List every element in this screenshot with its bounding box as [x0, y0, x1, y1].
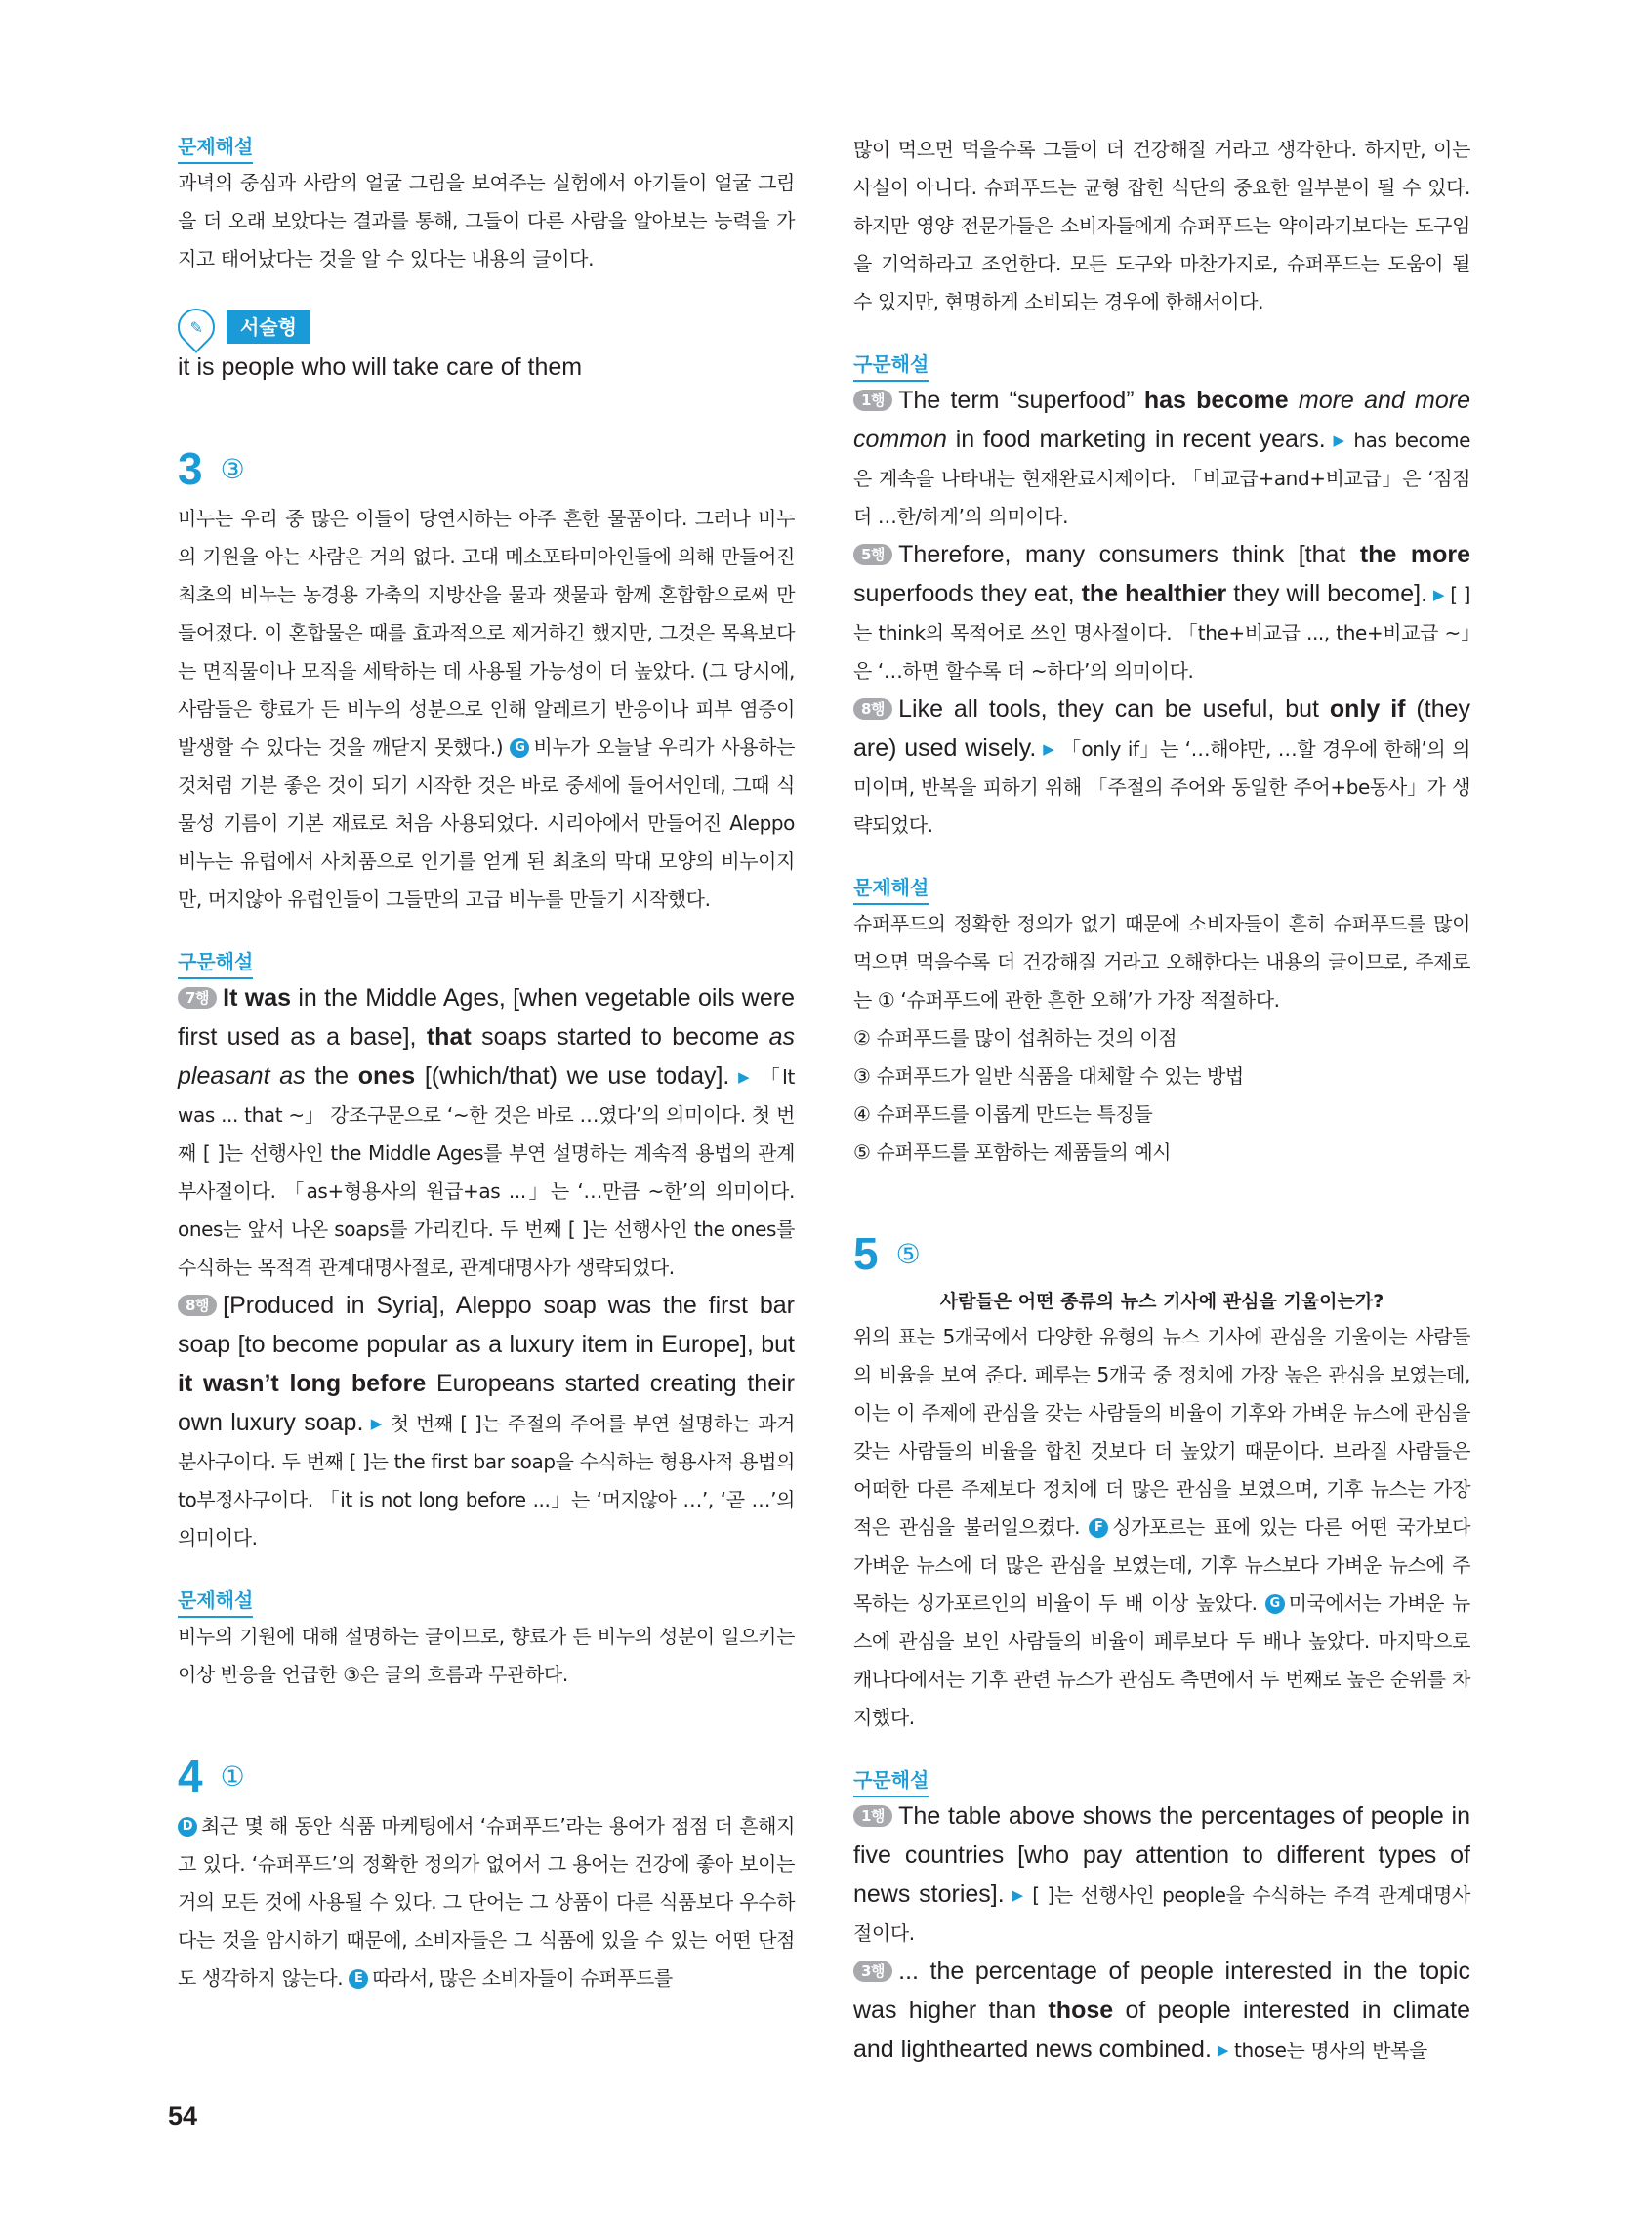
- en-text: in the Middle Ages, [when vegetable oils were first used as a base],: [178, 984, 795, 1051]
- line-badge: 7행: [178, 987, 217, 1009]
- arrow-icon: ▶: [1433, 586, 1445, 603]
- marker-g: G: [510, 738, 529, 758]
- arrow-icon: ▶: [1043, 740, 1055, 758]
- line-badge: 8행: [853, 698, 892, 720]
- question-3-header: [178, 437, 795, 500]
- q5-translation-part-3: 미국에서는 가벼운 뉴스에 관심을 보인 사람들의 비율이 페루보다 두 배나 높았다. 마지막으로 캐나다에서는 기후 관련 뉴스가 관심도 측면에서 두 번째로 높은 순위를 차지했다.: [853, 1591, 1470, 1729]
- en-bold: the healthier: [1081, 580, 1227, 607]
- question-answer: ⑤: [895, 1237, 921, 1270]
- en-text: soaps started to become: [471, 1023, 769, 1051]
- q3-translation-part-2: 비누가 오늘날 우리가 사용하는 것처럼 기분 좋은 것이 되기 시작한 것은 바로 중세에 들어서인데, 그때 식물성 기름이 기본 재료로 처음 사용되었다. 시리아에서 만들어진 Aleppo 비누는 유럽에서 사치품으로 인기를 얻게 된 최초의 막대 모양의 비누이지만, 머지않아 유럽인들이 그들만의 고급 비누를 만들기 시작했다.: [178, 735, 795, 911]
- essay-header: [178, 306, 795, 349]
- q4-translation-part-2: 따라서, 많은 소비자들이 슈퍼푸드를: [372, 1966, 673, 1990]
- left-column: [178, 131, 795, 1998]
- en-bold: It was: [223, 984, 292, 1011]
- question-5-header: [853, 1222, 1470, 1285]
- en-text: Europeans started creating their own luxury soap.: [178, 1370, 795, 1436]
- en-italic: more and more common: [853, 387, 1470, 453]
- essay-tag: 서술형: [227, 310, 310, 344]
- grammar-explanation: those는 명사의 반복을: [1234, 2039, 1427, 2062]
- grammar-explanation: 첫 번째 [ ]는 주절의 주어를 부연 설명하는 과거분사구이다. 두 번째 [ ]는 the first bar soap을 수식하는 형용사적 용법의 to부정사구이다. 「it is not long before ...」는 ‘머지않아 …’, ‘곧 …’의 의미이다.: [178, 1412, 795, 1549]
- q4-translation-part-1: 최근 몇 해 동안 식품 마케팅에서 ‘슈퍼푸드’라는 용어가 점점 더 흔해지고 있다. ‘슈퍼푸드’의 정확한 정의가 없어서 그 용어는 건강에 좋아 보이는 거의 모든 것에 사용될 수 있다. 그 단어는 그 상품이 다른 식품보다 우수하다는 것을 암시하기 때문에, 소비자들은 그 식품에 있을 수 있는 어떤 단점도 생각하지 않는다.: [178, 1814, 795, 1990]
- grammar-explanation: 「It was ... that ~」 강조구문으로 ‘~한 것은 바로 …였다’의 의미이다. 첫 번째 [ ]는 선행사인 the Middle Ages를 부연 설명하는 계속적 용법의 관계부사절이다. 「as+형용사의 원급+as ...」는 ‘…만큼 ~한’의 의미이다. ones는 앞서 나온 soaps를 가리킨다. 두 번째 [ ]는 선행사인 the ones를 수식하는 목적격 관계대명사절로, 관계대명사가 생략되었다.: [178, 1065, 795, 1279]
- en-text: of people interested in climate and lighthearted news combined.: [853, 1997, 1470, 2063]
- grammar-explanation: [ ]는 think의 목적어로 쓰인 명사절이다. 「the+비교급 ..., the+비교급 ~」은 ‘…하면 할수록 더 ~하다’의 의미이다.: [853, 583, 1471, 682]
- grammar-explanation: 「only if」는 ‘…해야만, …할 경우에 한해’의 의미이며, 반복을 피하기 위해 「주절의 주어와 동일한 주어+be동사」가 생략되었다.: [853, 737, 1470, 837]
- q4-option-3: ③ 슈퍼푸드가 일반 식품을 대체할 수 있는 방법: [853, 1064, 1244, 1088]
- en-bold: the more: [1359, 541, 1470, 568]
- q2-solution-text: 과녁의 중심과 사람의 얼굴 그림을 보여주는 실험에서 아기들이 얼굴 그림을 더 오래 보았다는 결과를 통해, 그들이 다른 사람을 알아보는 능력을 가지고 태어났다는 것을 알 수 있다는 내용의 글이다.: [178, 171, 795, 270]
- arrow-icon: ▶: [738, 1068, 752, 1086]
- en-italic: as pleasant as: [178, 1023, 795, 1090]
- en-text: in food marketing in recent years.: [946, 426, 1326, 453]
- q4-grammar-1: [853, 382, 1470, 536]
- section-label-grammar: 구문해설: [853, 349, 929, 382]
- q3-translation: [178, 500, 795, 919]
- line-badge: 5행: [853, 544, 892, 565]
- question-number: 4: [178, 1751, 203, 1801]
- en-text: Therefore, many consumers think [that: [898, 541, 1360, 568]
- marker-e: E: [349, 1969, 368, 1989]
- en-bold: has become: [1143, 387, 1289, 414]
- q4-translation: [178, 1807, 795, 1998]
- arrow-icon: ▶: [1333, 432, 1346, 449]
- en-text: The table above shows the percentages of people in five countries [who pay attention to different types of news stories].: [853, 1802, 1470, 1908]
- en-text: [(which/that) we use today].: [415, 1062, 730, 1090]
- en-bold: it wasn’t long before: [178, 1370, 427, 1397]
- arrow-icon: ▶: [1012, 1886, 1025, 1904]
- essay-answer: it is people who will take care of them: [178, 353, 583, 381]
- en-text: superfoods they eat,: [853, 580, 1082, 607]
- question-number: 5: [853, 1228, 879, 1279]
- line-badge: 3행: [853, 1961, 892, 1982]
- en-bold: those: [1048, 1997, 1114, 2024]
- right-column: [853, 131, 1470, 2070]
- section-label-grammar: 구문해설: [178, 946, 253, 979]
- q4-grammar-2: [853, 536, 1470, 690]
- section-label-solution: 문제해설: [853, 872, 929, 905]
- q4-grammar-3: [853, 690, 1470, 845]
- arrow-icon: ▶: [370, 1415, 384, 1432]
- en-text: they will become].: [1226, 580, 1428, 607]
- section-label-solution: 문제해설: [178, 1585, 253, 1618]
- grammar-explanation: [ ]는 선행사인 people을 수식하는 주격 관계대명사절이다.: [853, 1883, 1470, 1945]
- marker-d: D: [178, 1817, 197, 1837]
- q3-grammar-1: [178, 979, 795, 1287]
- marker-g: G: [1265, 1594, 1285, 1614]
- marker-f: F: [1089, 1518, 1108, 1538]
- page-number: 54: [168, 2101, 198, 2130]
- en-text: [1289, 387, 1299, 414]
- en-text: the: [305, 1062, 358, 1090]
- line-badge: 1행: [853, 390, 892, 411]
- section-label-solution: 문제해설: [178, 131, 253, 164]
- question-4-header: [178, 1745, 795, 1807]
- q5-grammar-2: [853, 1953, 1470, 2070]
- question-answer: ①: [220, 1759, 245, 1793]
- arrow-icon: ▶: [1217, 2042, 1229, 2059]
- q4-option-2: ② 슈퍼푸드를 많이 섭취하는 것의 이점: [853, 1026, 1177, 1050]
- question-answer: ③: [220, 452, 245, 485]
- section-label-grammar: 구문해설: [853, 1764, 929, 1797]
- line-badge: 8행: [178, 1295, 217, 1316]
- q5-translation: [853, 1318, 1470, 1737]
- en-bold: ones: [357, 1062, 416, 1090]
- q3-translation-part-1: 비누는 우리 중 많은 이들이 당연시하는 아주 흔한 물품이다. 그러나 비누의 기원을 아는 사람은 거의 없다. 고대 메소포타미아인들에 의해 만들어진 최초의 비누는 농경용 가축의 지방산을 물과 잿물과 함께 혼합함으로써 만들어졌다. 이 혼합물은 때를 효과적으로 제거하긴 했지만, 그것은 목욕보다는 면직물이나 모직을 세탁하는 데 사용될 가능성이 더 높았다. (그 당시에, 사람들은 향료가 든 비누의 성분으로 인해 알레르기 반응이나 피부 염증이 발생할 수 있다는 것을 깨닫지 못했다.): [178, 507, 795, 759]
- q3-solution-text: 비누의 기원에 대해 설명하는 글이므로, 향료가 든 비누의 성분이 일으키는 이상 반응을 언급한 ③은 글의 흐름과 무관하다.: [178, 1625, 795, 1686]
- en-text: (they are) used wisely.: [853, 695, 1470, 762]
- pen-nib-icon: ✎: [170, 301, 223, 353]
- en-text: Like all tools, they can be useful, but: [898, 695, 1330, 722]
- en-bold: only if: [1329, 695, 1406, 722]
- q4-option-4: ④ 슈퍼푸드를 이롭게 만드는 특징들: [853, 1102, 1153, 1126]
- q5-grammar-1: [853, 1797, 1470, 1953]
- q5-passage-title: 사람들은 어떤 종류의 뉴스 기사에 관심을 기울이는가?: [939, 1291, 1384, 1312]
- en-bold: that: [426, 1023, 472, 1051]
- q5-translation-part-1: 위의 표는 5개국에서 다양한 유형의 뉴스 기사에 관심을 기울이는 사람들의 비율을 보여 준다. 페루는 5개국 중 정치에 가장 높은 관심을 보였는데, 이는 이 주제에 관심을 갖는 사람들의 비율이 기후와 가벼운 뉴스에 관심을 갖는 사람들의 비율을 합친 것보다 더 높았기 때문이다. 브라질 사람들은 어떠한 다른 주제보다 정치에 더 많은 관심을 보였으며, 기후 뉴스는 가장 적은 관심을 불러일으켰다.: [853, 1325, 1470, 1539]
- q5-translation-part-2: 싱가포르는 표에 있는 다른 어떤 국가보다 가벼운 뉴스에 더 많은 관심을 보였는데, 기후 뉴스보다 가벼운 뉴스에 주목하는 싱가포르인의 비율이 두 배 이상 높았다.: [853, 1515, 1470, 1615]
- q4-solution-text: 슈퍼푸드의 정확한 정의가 없기 때문에 소비자들이 흔히 슈퍼푸드를 많이 먹으면 먹을수록 더 건강해질 거라고 오해한다는 내용의 글이므로, 주제로는 ① ‘슈퍼푸드에 관한 흔한 오해’가 가장 적절하다.: [853, 912, 1470, 1011]
- grammar-explanation: has become은 계속을 나타내는 현재완료시제이다. 「비교급+and+비교급」은 ‘점점 더 …한/하게’의 의미이다.: [853, 429, 1471, 528]
- line-badge: 1행: [853, 1805, 892, 1827]
- en-text: [Produced in Syria], Aleppo soap was the first bar soap [to become popular as a luxury item in Europe], but: [178, 1292, 795, 1358]
- question-number: 3: [178, 443, 203, 494]
- en-text: The term “superfood”: [898, 387, 1144, 414]
- q4-translation-continued: 많이 먹으면 먹을수록 그들이 더 건강해질 거라고 생각한다. 하지만, 이는 사실이 아니다. 슈퍼푸드는 균형 잡힌 식단의 중요한 일부분이 될 수 있다. 하지만 영양 전문가들은 소비자들에게 슈퍼푸드는 약이라기보다는 도구임을 기억하라고 조언한다. 모든 도구와 마찬가지로, 슈퍼푸드는 도움이 될 수 있지만, 현명하게 소비되는 경우에 한해서이다.: [853, 138, 1470, 313]
- en-text: ... the percentage of people interested in the topic was higher than: [853, 1958, 1470, 2024]
- q3-grammar-2: [178, 1287, 795, 1557]
- q4-option-5: ⑤ 슈퍼푸드를 포함하는 제품들의 예시: [853, 1140, 1172, 1164]
